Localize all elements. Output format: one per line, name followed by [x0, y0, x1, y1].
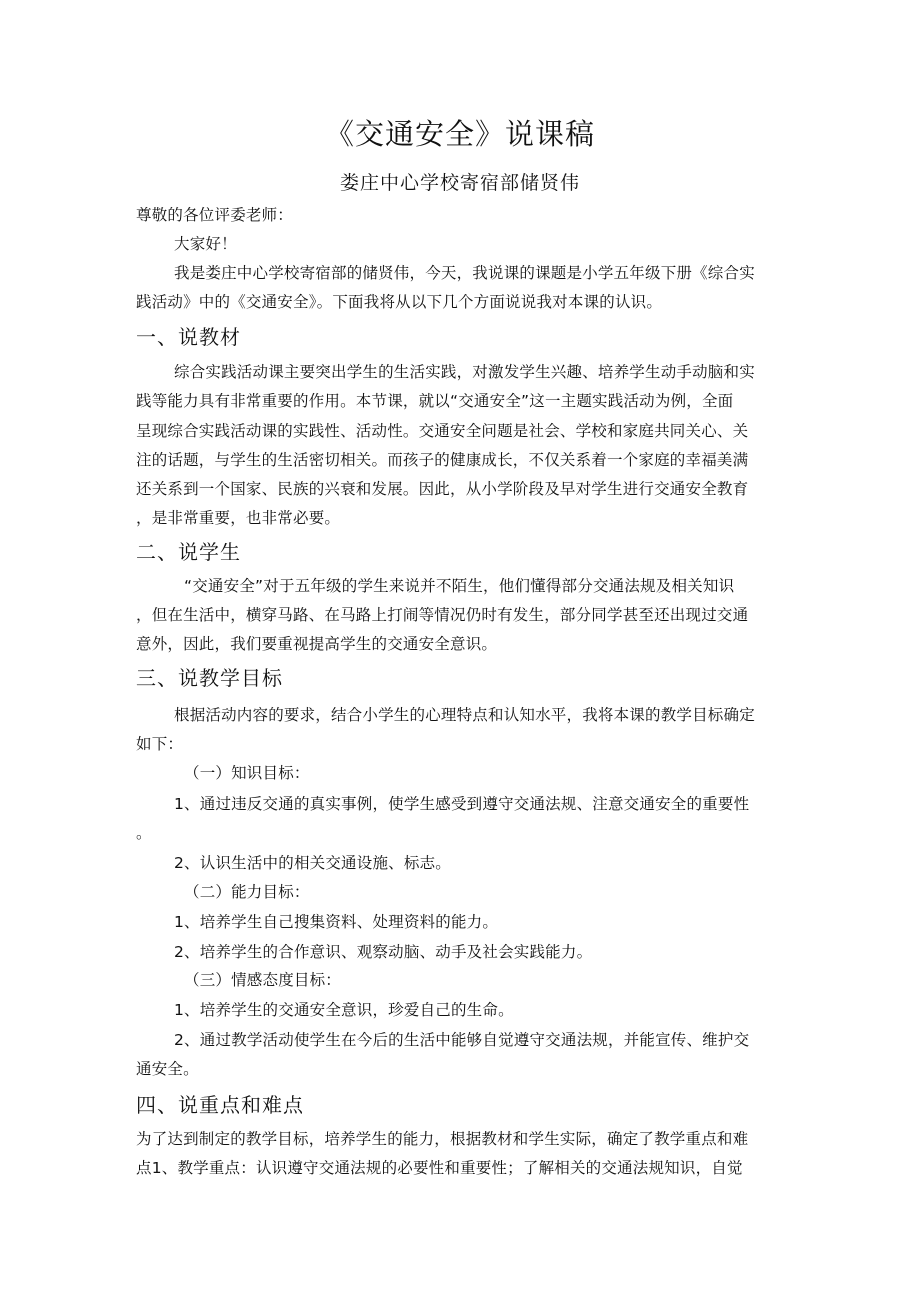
intro-line: 践活动》中的《交通安全》。下面我将从以下几个方面说说我对本课的认识。 — [136, 293, 663, 311]
intro-line: 我是娄庄中心学校寄宿部的储贤伟，今天，我说课的课题是小学五年级下册《综合实 — [174, 264, 755, 282]
section-heading: 四、说重点和难点 — [136, 1093, 304, 1117]
paragraph-line: 注的话题，与学生的生活密切相关。而孩子的健康成长，不仅关系着一个家庭的幸福美满 — [136, 451, 749, 469]
paragraph-line: 为了达到制定的教学目标，培养学生的能力，根据教材和学生实际，确定了教学重点和难 — [136, 1130, 749, 1148]
list-item: 2、认识生活中的相关交通设施、标志。 — [174, 854, 451, 872]
subheading-emotion: （三）情感态度目标： — [184, 971, 342, 989]
author-line: 娄庄中心学校寄宿部储贤伟 — [339, 172, 580, 194]
paragraph-line: 意外，因此，我们要重视提高学生的交通安全意识。 — [136, 635, 498, 653]
list-item: 1、培养学生的交通安全意识，珍爱自己的生命。 — [174, 1001, 514, 1019]
list-item: 。 — [136, 824, 152, 842]
paragraph-line: 践等能力具有非常重要的作用。本节课，就以“交通安全”这一主题实践活动为例，全面 — [136, 392, 734, 410]
paragraph-line: 根据活动内容的要求，结合小学生的心理特点和认知水平，我将本课的教学目标确定 — [174, 706, 755, 724]
paragraph-line: ，但在生活中，横穿马路、在马路上打闹等情况仍时有发生，部分同学甚至还出现过交通 — [136, 606, 749, 624]
greeting: 尊敬的各位评委老师： — [136, 206, 294, 224]
paragraph-line: 综合实践活动课主要突出学生的生活实践，对激发学生兴趣、培养学生动手动脑和实 — [174, 363, 755, 381]
paragraph-line: “交通安全”对于五年级的学生来说并不陌生，他们懂得部分交通法规及相关知识 — [184, 577, 735, 595]
list-item: 1、培养学生自己搜集资料、处理资料的能力。 — [174, 913, 499, 931]
paragraph-line: 呈现综合实践活动课的实践性、活动性。交通安全问题是社会、学校和家庭共同关心、关 — [136, 422, 749, 440]
list-item: 2、通过教学活动使学生在今后的生活中能够自觉遵守交通法规，并能宣传、维护交 — [174, 1031, 750, 1049]
section-heading: 二、说学生 — [136, 540, 241, 564]
page-title: 《交通安全》说课稿 — [324, 117, 595, 151]
subheading-ability: （二）能力目标： — [184, 883, 310, 901]
paragraph-line: 还关系到一个国家、民族的兴衰和发展。因此，从小学阶段及早对学生进行交通安全教育 — [136, 480, 749, 498]
hello-line: 大家好！ — [174, 235, 237, 253]
list-item: 通安全。 — [136, 1060, 199, 1078]
paragraph-line: ，是非常重要，也非常必要。 — [136, 509, 341, 527]
section-heading: 一、说教材 — [136, 325, 241, 349]
paragraph-line: 如下： — [136, 735, 184, 753]
list-item: 2、培养学生的合作意识、观察动脑、动手及社会实践能力。 — [174, 943, 593, 961]
paragraph-line: 点1、教学重点：认识遵守交通法规的必要性和重要性；了解相关的交通法规知识，自觉 — [136, 1159, 743, 1177]
subheading-knowledge: （一）知识目标： — [184, 764, 310, 782]
section-heading: 三、说教学目标 — [136, 666, 283, 690]
list-item: 1、通过违反交通的真实事例，使学生感受到遵守交通法规、注意交通安全的重要性 — [174, 795, 750, 813]
